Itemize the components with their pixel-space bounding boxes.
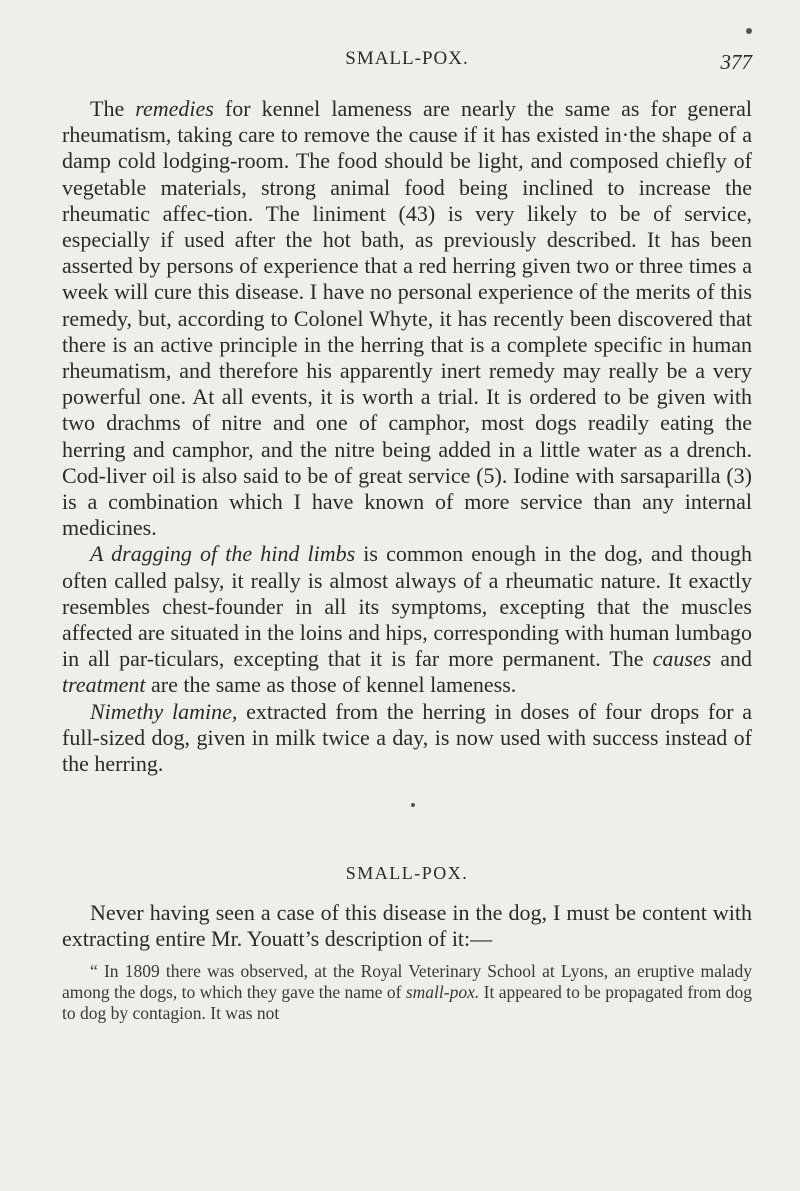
text-run: is common enough in the dog, and though often called palsy, it really is almost always of a rheumatic nature. It exactly resembles chest-founder in all its symptoms, excepting that the muscles affected are situated in the loins and hips, corresponding with human lumbago in all par-ticulars, excepting that it is far more permanent. The	[62, 541, 752, 672]
section-title: SMALL-POX.	[345, 863, 469, 884]
page-header	[62, 48, 752, 78]
italic-remedies: remedies	[135, 96, 214, 121]
text-run: and	[711, 646, 753, 672]
text-run: are the same as those of kennel lameness.	[145, 672, 517, 698]
text-run: for kennel lameness are nearly the same as for general rheumatism, taking care to remove the cause if it has existed in·the shape of a damp cold lodging-room. The food should be light, and composed chiefly of vegetable materials, strong animal food being inclined to increase the rheumatic affec-tion. The liniment (43) is very likely to be of service, especially if used after the hot bath, as previously described. It has been asserted by persons of experience that a red herring given two or three times a week will cure this disease. I have no personal experience of the merits of this remedy, but, according to Colonel Whyte, it has recently been discovered that there is an active principle in the herring that is a complete specific in human rheumatism, and therefore his apparently inert remedy may really be a very powerful one. At all events, it is worth a trial. It is ordered to be given with two drachms of nitre and one of camphor, most dogs readily eating the herring and camphor, and the nitre being added in a little water as a drench. Cod-liver oil is also said to be of great service (5). Iodine with sarsaparilla (3) is a combination which I have known of more service than any internal medicines.	[62, 96, 752, 541]
text-run: It appeared to be propagated from dog to dog by contagion. It was not	[62, 981, 752, 1023]
paragraph-smallpox-intro: Never having seen a case of this disease in the dog, I must be content with extracting entire Mr. Youatt’s description of it:—	[62, 900, 752, 952]
text-run: The	[90, 96, 136, 121]
paragraph-dragging	[62, 541, 752, 698]
text-run: “ In 1809 there was observed, at the Royal Veterinary School at Lyons, an eruptive malady among the dogs, to which they gave the name of	[62, 960, 752, 1002]
divider-dot	[411, 803, 415, 807]
book-page	[62, 0, 752, 1191]
italic-nimethy: Nimethy lamine,	[90, 698, 238, 724]
quotation	[62, 961, 752, 1024]
italic-treatment: treatment	[62, 672, 146, 698]
paragraph-remedies	[62, 96, 752, 541]
page-body	[62, 96, 752, 1024]
italic-small-pox: small-pox.	[405, 981, 480, 1002]
paragraph-nimethy	[62, 699, 752, 778]
ink-spot	[746, 28, 752, 34]
page-number: 377	[720, 50, 752, 74]
running-head: SMALL-POX.	[345, 48, 469, 69]
italic-dragging: A dragging of the hind limbs	[90, 541, 356, 567]
italic-causes: causes	[652, 646, 712, 672]
section-divider	[62, 791, 752, 827]
text-run: extracted from the herring in doses of four drops for a full-sized dog, given in milk twice a day, is now used with success instead of the herring.	[62, 698, 752, 777]
